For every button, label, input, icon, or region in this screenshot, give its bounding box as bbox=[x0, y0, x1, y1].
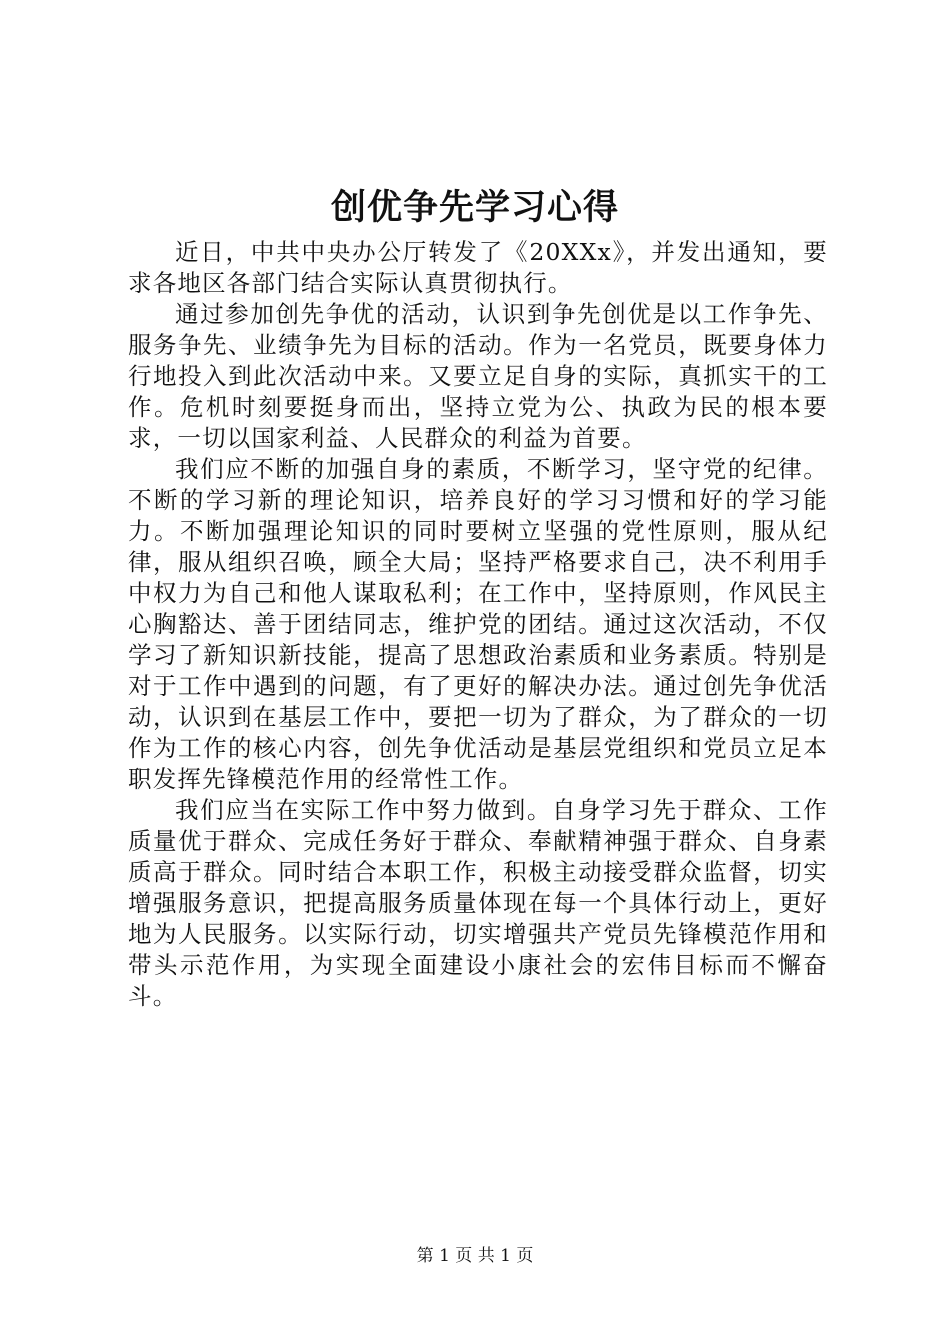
document-body bbox=[128, 237, 828, 1012]
paragraph-4: 我们应当在实际工作中努力做到。自身学习先于群众、工作质量优于群众、完成任务好于群众、奉献精神强于群众、自身素质高于群众。同时结合本职工作，积极主动接受群众监督，切实增强服务意识，把提高服务质量体现在每一个具体行动上，更好地为人民服务。以实际行动，切实增强共产党员先锋模范作用和带头示范作用，为实现全面建设小康社会的宏伟目标而不懈奋斗。 bbox=[128, 796, 828, 1010]
page-footer: 第 1 页 共 1 页 bbox=[416, 1246, 534, 1266]
paragraph-3: 我们应不断的加强自身的素质，不断学习，坚守党的纪律。不断的学习新的理论知识，培养良好的学习习惯和好的学习能力。不断加强理论知识的同时要树立坚强的党性原则，服从纪律，服从组织召唤，顾全大局；坚持严格要求自己，决不利用手中权力为自己和他人谋取私利；在工作中，坚持原则，作风民主心胸豁达、善于团结同志，维护党的团结。通过这次活动，不仅学习了新知识新技能，提高了思想政治素质和业务素质。特别是对于工作中遇到的问题，有了更好的解决办法。通过创先争优活动，认识到在基层工作中，要把一切为了群众，为了群众的一切作为工作的核心内容，创先争优活动是基层党组织和党员立足本职发挥先锋模范作用的经常性工作。 bbox=[128, 455, 828, 793]
document-title: 创优争先学习心得 bbox=[330, 187, 619, 228]
paragraph-1: 近日，中共中央办公厅转发了《20XXx》，并发出通知，要求各地区各部门结合实际认真贯彻执行。 bbox=[128, 238, 828, 297]
paragraph-2: 通过参加创先争优的活动，认识到争先创优是以工作争先、服务争先、业绩争先为目标的活动。作为一名党员，既要身体力行地投入到此次活动中来。又要立足自身的实际，真抓实干的工作。危机时刻要挺身而出，坚持立党为公、执政为民的根本要求，一切以国家利益、人民群众的利益为首要。 bbox=[128, 300, 828, 452]
